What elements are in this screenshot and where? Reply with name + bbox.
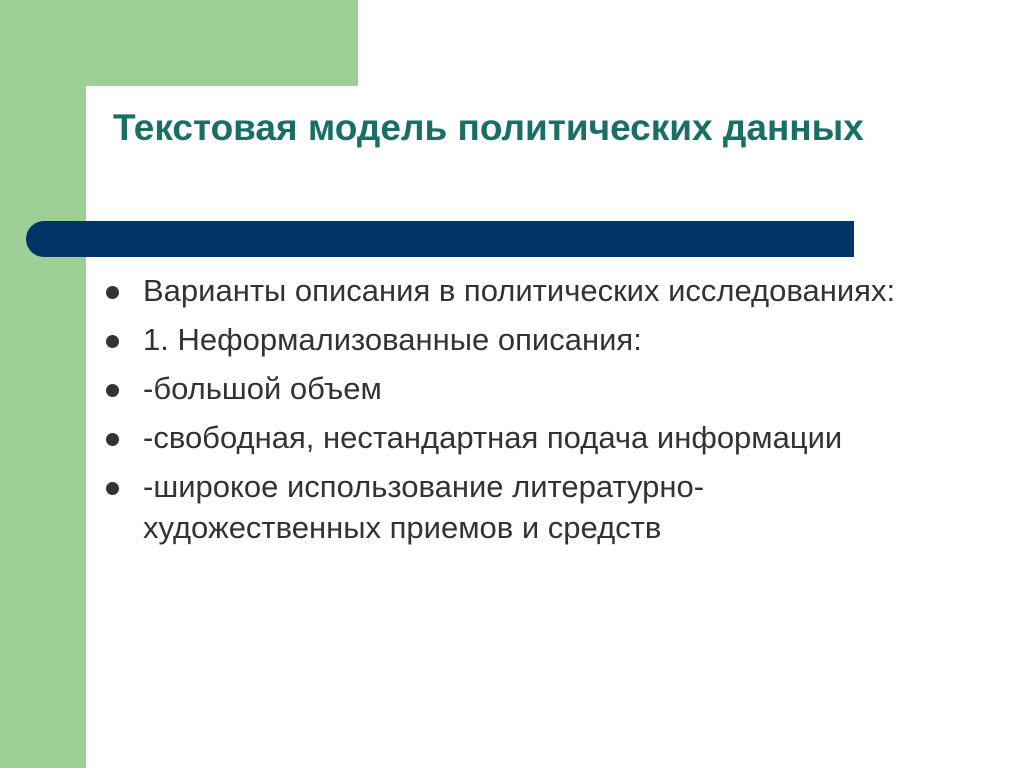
bullet-dot-icon — [106, 482, 119, 495]
bullet-dot-icon — [106, 286, 119, 299]
bullet-dot-icon — [106, 335, 119, 348]
list-item — [106, 368, 896, 409]
green-side-band — [0, 0, 86, 768]
bullet-text: -большой объем — [143, 371, 382, 406]
green-top-band — [0, 0, 358, 86]
bullet-text: 1. Неформализованные описания: — [143, 322, 642, 357]
slide-title: Текстовая модель политических данных — [113, 107, 864, 148]
bullet-text: Варианты описания в политических исследованиях: — [143, 273, 896, 308]
list-item — [106, 466, 896, 548]
list-item — [106, 319, 896, 360]
bullet-text: -свободная, нестандартная подача информации — [143, 420, 843, 455]
bullet-text: -широкое использование литературно-художественных приемов и средств — [143, 469, 705, 545]
list-item — [106, 417, 896, 458]
bullet-list — [106, 270, 896, 556]
list-item — [106, 270, 896, 311]
title-underline-bar — [26, 221, 854, 257]
bullet-dot-icon — [106, 384, 119, 397]
bullet-dot-icon — [106, 433, 119, 446]
